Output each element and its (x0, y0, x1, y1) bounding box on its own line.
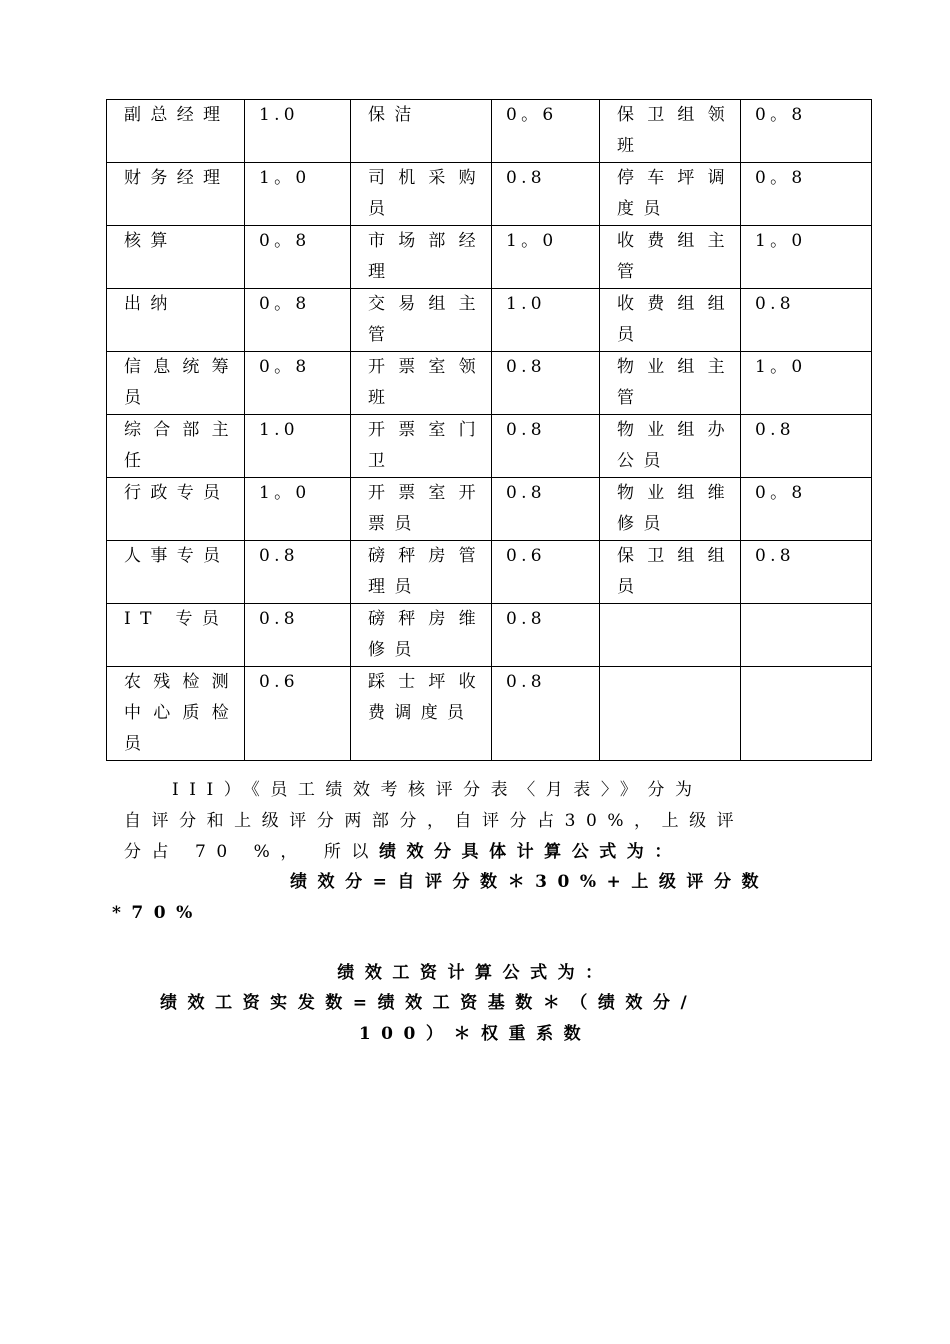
weight-cell: 0。8 (245, 226, 351, 289)
weight-cell: 1。0 (492, 226, 600, 289)
weight-cell: 0.8 (492, 352, 600, 415)
table-row (107, 226, 872, 289)
table-row (107, 541, 872, 604)
weight-cell: 0.8 (492, 163, 600, 226)
weight-cell: 1。0 (741, 352, 872, 415)
salary-formula-heading: 绩效工资计算公式为： (337, 963, 613, 983)
role-cell: 行政专员 (107, 478, 245, 541)
role-cell: 保卫组领班 (600, 100, 741, 163)
role-cell: 开票室开票员 (351, 478, 492, 541)
role-cell: 保洁 (351, 100, 492, 163)
weight-cell: 0.8 (741, 289, 872, 352)
role-cell: 物业组维修员 (600, 478, 741, 541)
role-cell (600, 604, 741, 667)
weight-cell (741, 667, 872, 761)
table-row (107, 163, 872, 226)
weight-cell: 0.8 (492, 604, 600, 667)
role-cell: 保卫组组员 (600, 541, 741, 604)
role-cell: 市场部经理 (351, 226, 492, 289)
role-cell: 开票室领班 (351, 352, 492, 415)
table-row (107, 604, 872, 667)
role-cell: 停车坪调度员 (600, 163, 741, 226)
weight-cell: 0.8 (741, 415, 872, 478)
table-row (107, 478, 872, 541)
salary-formula-line-1: 绩效工资实发数=绩效工资基数＊（绩效分/ (160, 993, 698, 1013)
role-cell: 物业组主管 (600, 352, 741, 415)
role-cell: 磅秤房维修员 (351, 604, 492, 667)
weight-cell: 0.8 (492, 415, 600, 478)
role-cell: 出纳 (107, 289, 245, 352)
weight-cell: 1.0 (245, 415, 351, 478)
role-cell: 司机采购员 (351, 163, 492, 226)
weight-cell: 0.6 (245, 667, 351, 761)
weight-cell: 0。8 (741, 478, 872, 541)
table-row (107, 667, 872, 761)
role-cell: 开票室门卫 (351, 415, 492, 478)
score-formula-line-2: *70% (112, 903, 203, 923)
weight-cell: 0.8 (245, 604, 351, 667)
section3-line-1: III）《员工绩效考核评分表〈月表〉》分为 (172, 780, 703, 800)
section3-line-3 (124, 837, 814, 868)
section3-line-3-text: 分占 70 %， 所以 (124, 842, 379, 862)
role-cell: 磅秤房管理员 (351, 541, 492, 604)
role-cell: 踩士坪收费调度员 (351, 667, 492, 761)
role-cell: IT 专员 (107, 604, 245, 667)
weight-cell: 1。0 (741, 226, 872, 289)
role-cell: 物业组办公员 (600, 415, 741, 478)
role-cell: 交易组主管 (351, 289, 492, 352)
table-row (107, 352, 872, 415)
weight-cell: 0.8 (245, 541, 351, 604)
weight-cell: 0.8 (492, 478, 600, 541)
weight-cell: 1.0 (245, 100, 351, 163)
role-weight-table (106, 99, 872, 761)
role-cell: 收费组主管 (600, 226, 741, 289)
role-cell: 收费组组员 (600, 289, 741, 352)
salary-formula-line-2: 100）＊权重系数 (358, 1024, 592, 1044)
weight-cell: 0。8 (741, 100, 872, 163)
weight-cell: 0。8 (245, 289, 351, 352)
table-row (107, 100, 872, 163)
role-cell: 人事专员 (107, 541, 245, 604)
weight-cell: 1.0 (492, 289, 600, 352)
role-cell (600, 667, 741, 761)
role-cell: 财务经理 (107, 163, 245, 226)
section3-line-2: 自评分和上级评分两部分，自评分占30%，上级评 (124, 811, 745, 831)
weight-cell: 0。8 (245, 352, 351, 415)
weight-cell: 0.6 (492, 541, 600, 604)
weight-cell: 0。8 (741, 163, 872, 226)
weight-cell: 0。6 (492, 100, 600, 163)
role-cell: 核算 (107, 226, 245, 289)
score-formula-heading: 绩效分具体计算公式为： (378, 842, 682, 862)
weight-cell (741, 604, 872, 667)
role-weight-table-body (107, 100, 872, 761)
weight-cell: 1。0 (245, 163, 351, 226)
weight-cell: 0.8 (741, 541, 872, 604)
role-cell: 农残检测中心质检员 (107, 667, 245, 761)
score-formula-line-1: 绩效分=自评分数＊30%+上级评分数 (290, 872, 770, 892)
weight-cell: 1。0 (245, 478, 351, 541)
table-row (107, 415, 872, 478)
role-cell: 副总经理 (107, 100, 245, 163)
table-row (107, 289, 872, 352)
role-cell: 综合部主任 (107, 415, 245, 478)
role-cell: 信息统筹员 (107, 352, 245, 415)
weight-cell: 0.8 (492, 667, 600, 761)
